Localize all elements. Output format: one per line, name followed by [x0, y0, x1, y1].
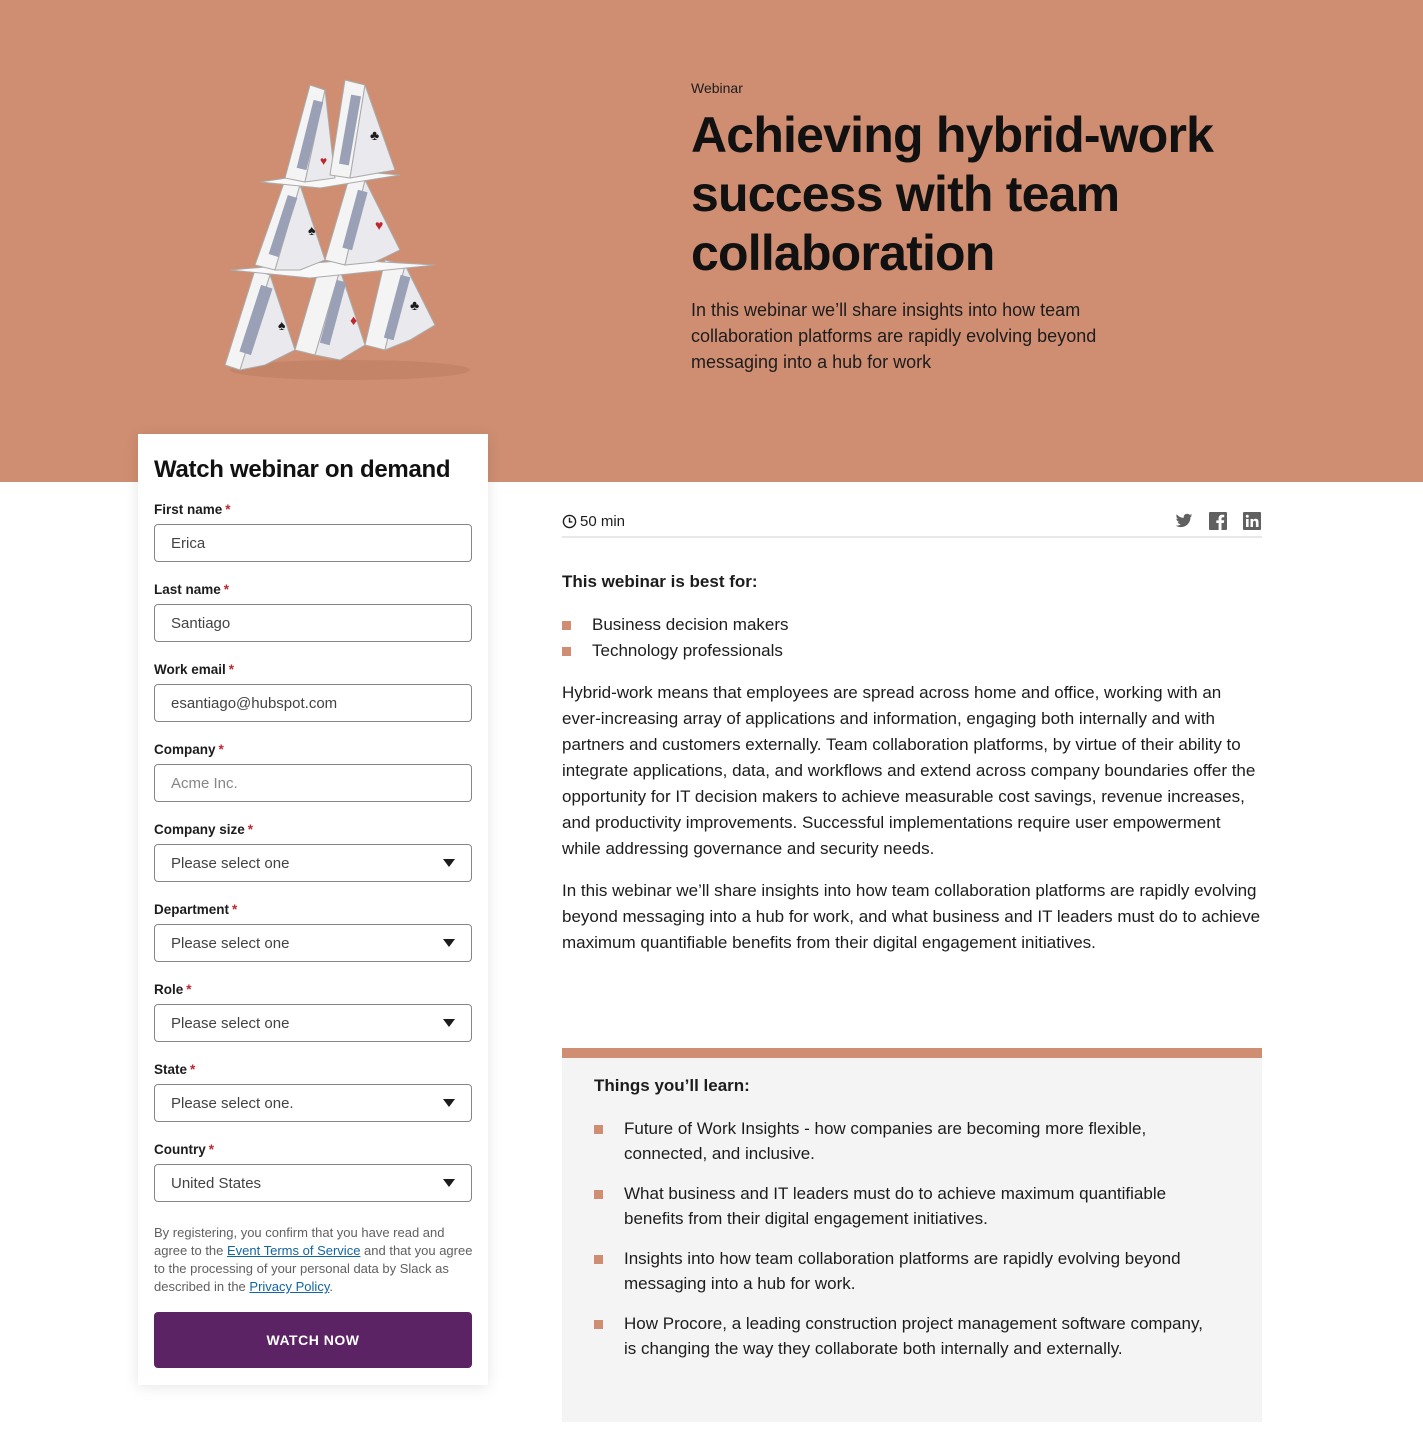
role-field	[154, 982, 472, 1062]
last-name-input[interactable]: Santiago	[154, 604, 472, 642]
chevron-down-icon	[443, 1179, 455, 1187]
first-name-field	[154, 502, 472, 582]
department-label: Department	[154, 902, 230, 917]
list-item: How Procore, a leading construction project management software company, is changing the way they collaborate both internally and externally.	[594, 1311, 1214, 1361]
clock-icon	[562, 514, 577, 529]
work-email-field	[154, 662, 472, 742]
company-field	[154, 742, 472, 822]
required-marker: *	[186, 982, 192, 997]
duration	[562, 513, 625, 530]
hero-text	[691, 80, 1251, 375]
svg-text:♥: ♥	[375, 217, 384, 233]
legal-text: and that you agree to the processing of your personal data by Slack as described in the	[154, 1243, 473, 1294]
list-item: Insights into how team collaboration platforms are rapidly evolving beyond messaging into a hub for work.	[594, 1246, 1214, 1296]
svg-text:♦: ♦	[350, 312, 358, 328]
learn-title: Things you’ll learn:	[594, 1076, 750, 1095]
required-marker: *	[232, 902, 238, 917]
first-name-input[interactable]: Erica	[154, 524, 472, 562]
svg-text:♣: ♣	[410, 297, 420, 313]
description-paragraph: Hybrid-work means that employees are spread across home and office, working with an ever-increasing array of applications and information, engaging both internally and with partners and customers externally. Team collaboration platforms, by virtue of their ability to integrate applications, data, and workflows and extend across company boundaries offer the opportunity for IT decision makers to achieve measurable cost savings, revenue increases, and productivity improvements. Successful implementations require user empowerment while addressing governance and security needs.	[562, 683, 1256, 858]
list-item: Business decision makers	[562, 612, 1262, 638]
page-title: Achieving hybrid-work success with team collaboration	[691, 107, 1214, 281]
required-marker: *	[225, 502, 231, 517]
country-select[interactable]	[154, 1164, 472, 1202]
chevron-down-icon	[443, 1019, 455, 1027]
things-you-will-learn	[562, 1048, 1262, 1422]
legal-text: .	[329, 1279, 333, 1294]
house-of-cards-illustration	[200, 70, 490, 390]
hero-banner	[0, 0, 1423, 482]
first-name-label: First name	[154, 502, 223, 517]
list-item: Future of Work Insights - how companies are becoming more flexible, connected, and inclusive.	[594, 1116, 1214, 1166]
form-title: Watch webinar on demand	[154, 456, 451, 483]
company-size-value: Please select one	[171, 854, 290, 872]
chevron-down-icon	[443, 1099, 455, 1107]
required-marker: *	[208, 1142, 215, 1157]
country-value: United States	[171, 1174, 262, 1192]
social-share	[1174, 511, 1262, 531]
work-email-input[interactable]: esantiago@hubspot.com	[154, 684, 472, 722]
work-email-label: Work email	[154, 662, 226, 677]
required-marker: *	[247, 822, 254, 837]
legal-notice	[154, 1224, 474, 1296]
country-field	[154, 1142, 472, 1222]
company-size-label: Company size	[154, 822, 245, 837]
required-marker: *	[218, 742, 224, 757]
company-size-select[interactable]	[154, 844, 472, 882]
svg-text:♥: ♥	[320, 154, 328, 168]
webinar-details	[562, 512, 1262, 956]
company-size-field	[154, 822, 472, 902]
company-label: Company	[154, 742, 216, 757]
facebook-icon[interactable]	[1208, 511, 1228, 531]
best-for-title: This webinar is best for:	[562, 572, 758, 591]
list-item: What business and IT leaders must do to achieve maximum quantifiable benefits from their digital engagement initiatives.	[594, 1181, 1214, 1231]
svg-text:♠: ♠	[308, 222, 316, 238]
eyebrow-label: Webinar	[691, 80, 743, 96]
chevron-down-icon	[443, 939, 455, 947]
state-field	[154, 1062, 472, 1142]
twitter-icon[interactable]	[1174, 511, 1194, 531]
privacy-policy-link[interactable]: Privacy Policy	[249, 1279, 330, 1294]
last-name-label: Last name	[154, 582, 221, 597]
linkedin-icon[interactable]	[1242, 511, 1262, 531]
required-marker: *	[190, 1062, 196, 1077]
list-item: Technology professionals	[562, 638, 1262, 664]
learn-list	[594, 1116, 1230, 1361]
role-label: Role	[154, 982, 184, 997]
meta-row	[562, 512, 1262, 538]
watch-now-button[interactable]: WATCH NOW	[154, 1312, 472, 1368]
required-marker: *	[228, 662, 235, 677]
department-value: Please select one	[171, 934, 290, 952]
role-select[interactable]	[154, 1004, 472, 1042]
country-label: Country	[154, 1142, 206, 1157]
last-name-field	[154, 582, 472, 662]
department-select[interactable]	[154, 924, 472, 962]
description-paragraph: In this webinar we’ll share insights into how team collaboration platforms are rapidly evolving beyond messaging into a hub for work, and what business and IT leaders must do to achieve maximum quantifiable benefits from their digital engagement initiatives.	[562, 881, 1261, 952]
state-select[interactable]	[154, 1084, 472, 1122]
svg-text:♠: ♠	[278, 317, 286, 333]
required-marker: *	[223, 582, 230, 597]
legal-text: By registering, you confirm that you have read and agree to the	[154, 1225, 445, 1258]
hero-subtitle: In this webinar we’ll share insights into how team collaboration platforms are rapidly evolving beyond messaging into a hub for work	[691, 300, 1097, 372]
terms-of-service-link[interactable]: Event Terms of Service	[227, 1243, 361, 1258]
duration-text: 50 min	[580, 512, 626, 530]
registration-form	[138, 434, 488, 1385]
company-input[interactable]: Acme Inc.	[154, 764, 472, 802]
svg-text:♣: ♣	[370, 127, 380, 143]
state-value: Please select one.	[171, 1094, 294, 1112]
department-field	[154, 902, 472, 982]
state-label: State	[154, 1062, 188, 1077]
chevron-down-icon	[443, 859, 455, 867]
role-value: Please select one	[171, 1014, 290, 1032]
best-for-list	[562, 612, 1262, 664]
